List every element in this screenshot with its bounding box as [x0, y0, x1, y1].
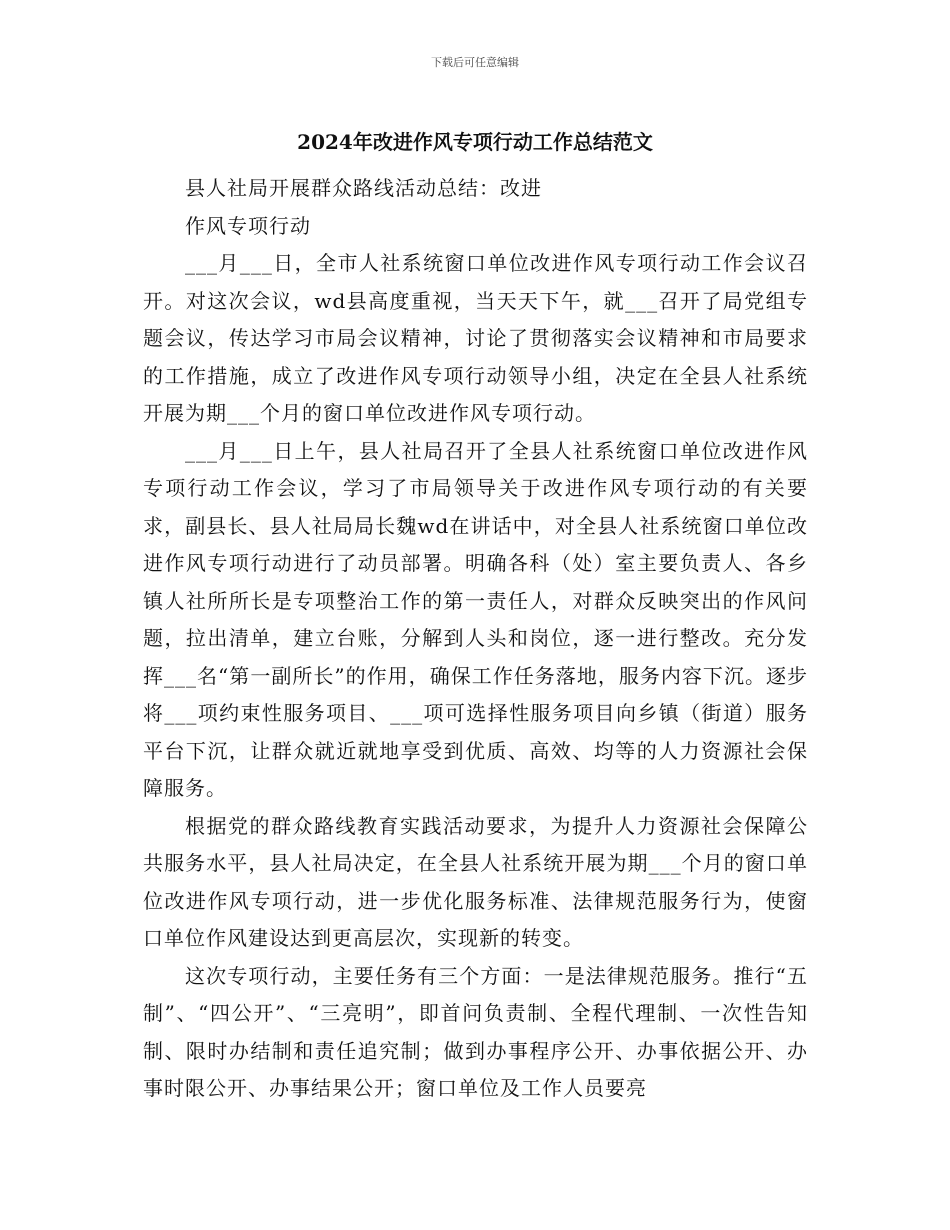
- paragraph: 根据党的群众路线教育实践活动要求，为提升人力资源社会保障公共服务水平，县人社局决定，在全县人社系统开展为期___个月的窗口单位改进作风专项行动，进一步优化服务标准、法律规范服务行为，使窗口单位作风建设达到更高层次，实现新的转变。: [143, 813, 808, 950]
- paragraph: ___月___日上午，县人社局召开了全县人社系统窗口单位改进作风专项行动工作会议，学习了市局领导关于改进作风专项行动的有关要求，副县长、县人社局局长魏wd在讲话中，对全县人社系统窗口单位改进作风专项行动进行了动员部署。明确各科（处）室主要负责人、各乡镇人社所所长是专项整治工作的第一责任人，对群众反映突出的作风问题，拉出清单，建立台账，分解到人头和岗位，逐一进行整改。充分发挥___名“第一副所长”的作用，确保工作任务落地，服务内容下沉。逐步将___项约束性服务项目、___项可选择性服务项目向乡镇（街道）服务平台下沉，让群众就近就地享受到优质、高效、均等的人力资源社会保障服务。: [143, 438, 808, 800]
- paragraph: ___月___日，全市人社系统窗口单位改进作风专项行动工作会议召开。对这次会议，wd县高度重视，当天天下午，就___召开了局党组专题会议，传达学习市局会议精神，讨论了贯彻落实会议精神和市局要求的工作措施，成立了改进作风专项行动领导小组，决定在全县人社系统开展为期___个月的窗口单位改进作风专项行动。: [143, 251, 808, 425]
- document-body: [143, 170, 808, 1108]
- paragraph: 这次专项行动，主要任务有三个方面：一是法律规范服务。推行“五制”、“四公开”、“三亮明”，即首问负责制、全程代理制、一次性告知制、限时办结制和责任追究制；做到办事程序公开、办事依据公开、办事时限公开、办事结果公开；窗口单位及工作人员要亮: [143, 963, 808, 1100]
- subtitle-line-2: 作风专项行动: [185, 213, 311, 238]
- header-note: 下载后可任意编辑: [431, 56, 519, 69]
- document-title: 2024年改进作风专项行动工作总结范文: [297, 130, 653, 154]
- subtitle-line-1: 县人社局开展群众路线活动总结：改进: [185, 176, 542, 200]
